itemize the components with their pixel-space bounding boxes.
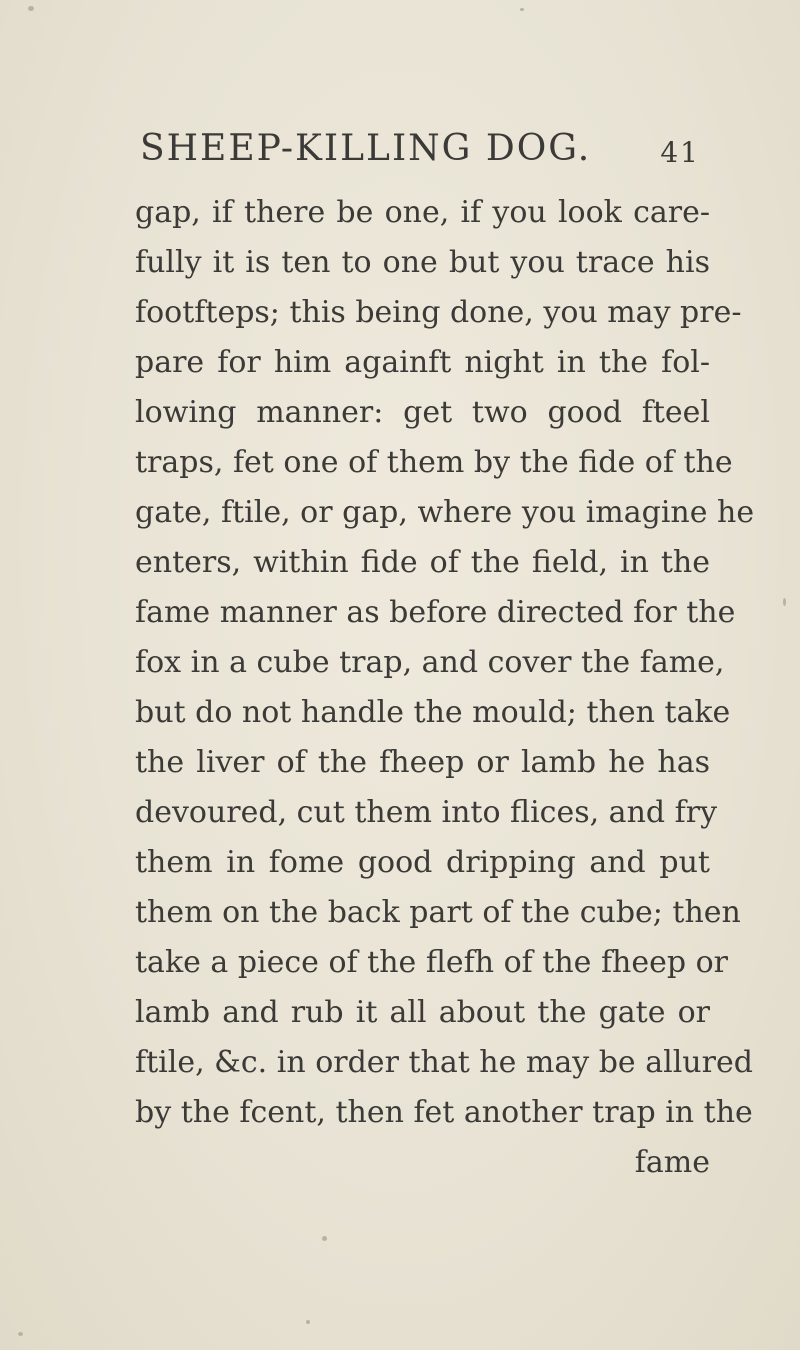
text-line: the liver of the fheep or lamb he has [135,745,710,780]
text-line: fully it is ten to one but you trace his [135,245,710,280]
catchword: fame [634,1145,710,1180]
text-line: lowing manner: get two good fteel [135,395,710,430]
text-line: fox in a cube trap, and cover the fame, [135,645,725,680]
text-line: gap, if there be one, if you look care- [135,195,710,230]
running-header [140,128,700,178]
body-text [135,188,755,1188]
text-line: but do not handle the mould; then take [135,695,731,730]
text-line: them in fome good dripping and put [135,845,710,880]
paper-speck [28,6,34,11]
text-line: gate, ftile, or gap, where you imagine he [135,495,755,530]
paper-speck [322,1236,327,1241]
text-line: take a piece of the flefh of the fheep or [135,945,729,980]
text-line: footfteps; this being done, you may pre- [135,295,742,330]
text-line: lamb and rub it all about the gate or [135,995,710,1030]
text-line: enters, within fide of the field, in the [135,545,710,580]
text-line: ftile, &c. in order that he may be allured [135,1045,753,1080]
text-line: devoured, cut them into flices, and fry [135,795,718,830]
page-number: 41 [660,136,700,169]
paper-speck [783,598,786,606]
text-line: by the fcent, then fet another trap in the [135,1095,753,1130]
paper-speck [306,1320,310,1324]
paper-speck [18,1332,23,1336]
running-title: SHEEP-KILLING DOG. [140,128,592,169]
paper-speck [520,8,524,11]
text-line: them on the back part of the cube; then [135,895,741,930]
text-line: traps, fet one of them by the fide of the [135,445,733,480]
text-line: pare for him againft night in the fol- [135,345,710,380]
text-line: fame manner as before directed for the [135,595,736,630]
